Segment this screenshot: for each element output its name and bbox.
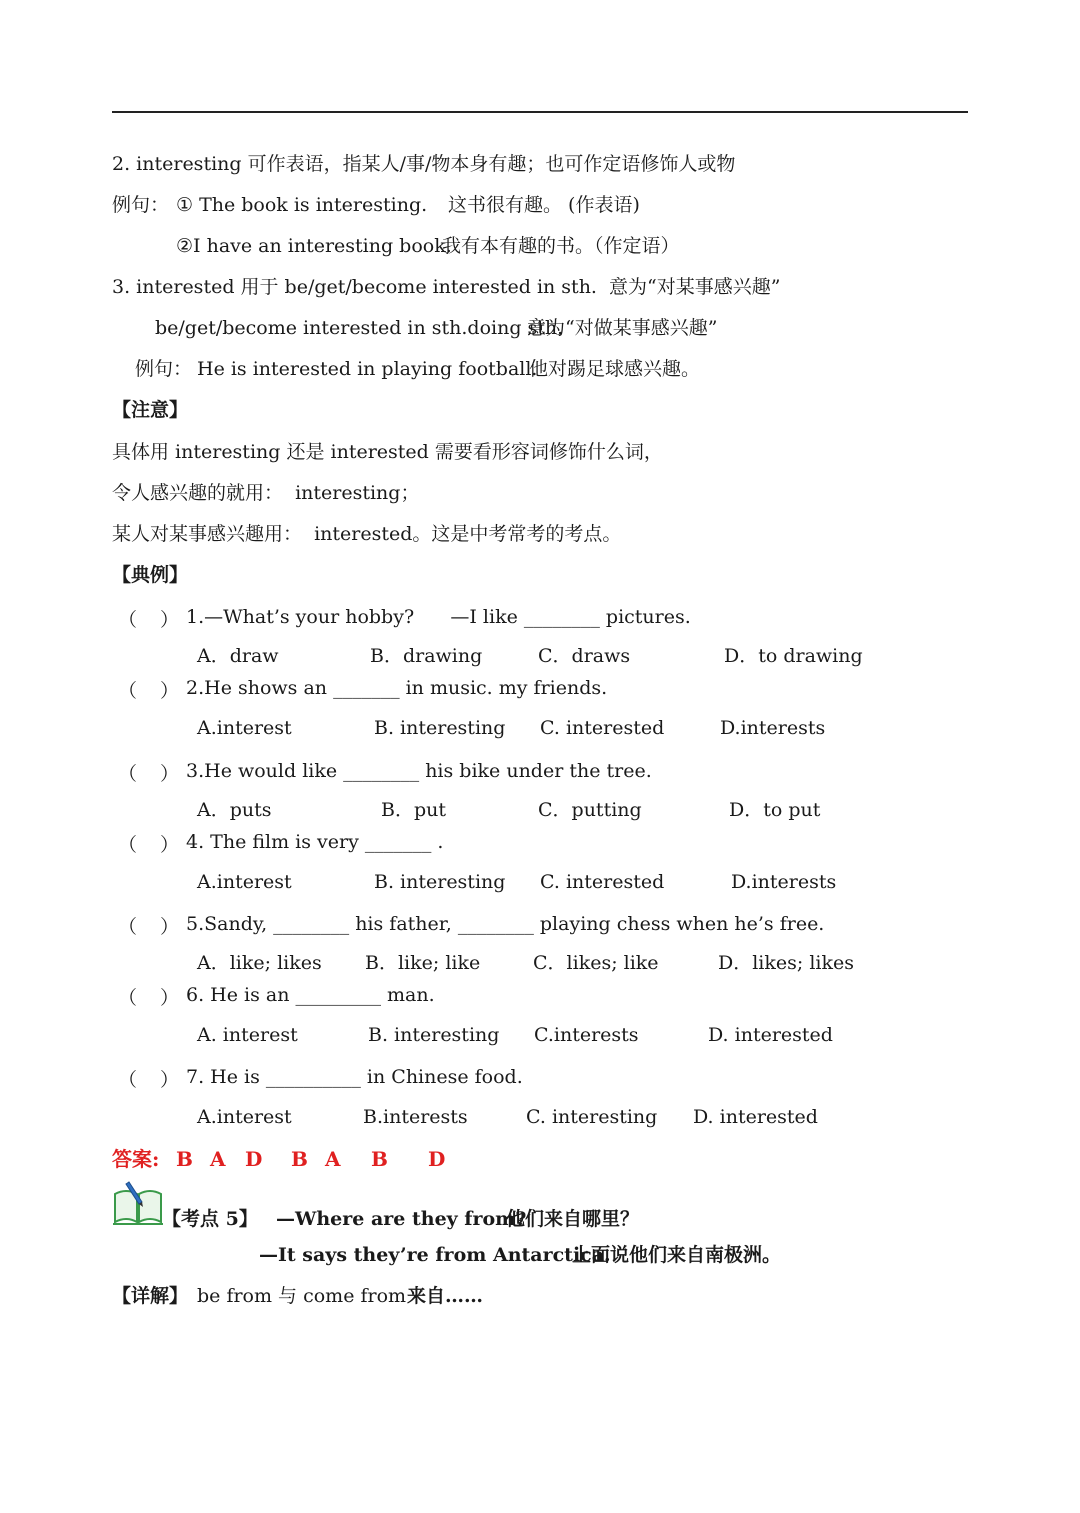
answer-item: B <box>176 1147 193 1171</box>
open-book-icon <box>112 1180 164 1226</box>
question-1-option-d: D．to drawing <box>724 645 863 667</box>
note-line-3: 某人对某事感兴趣用： interested。这是中考常考的考点。 <box>112 523 622 545</box>
section-3-example-chinese: 他对踢足球感兴趣。 <box>529 358 701 380</box>
answer-item: A <box>325 1147 341 1171</box>
kaodian-question-chinese: 他们来自哪里？ <box>506 1208 640 1230</box>
question-2-option-c: C. interested <box>540 717 665 739</box>
question-3-option-c: C．putting <box>538 799 642 821</box>
kaodian-tag: 【考点 5】 <box>162 1208 258 1230</box>
detail-tag: 【详解】 <box>112 1285 189 1307</box>
question-2-option-d: D.interests <box>720 717 826 739</box>
answer-paren-close: ） <box>160 834 180 856</box>
question-3-stem: 3.He would like ________ his bike under the tree. <box>186 760 652 782</box>
question-7-stem: 7. He is __________ in Chinese food. <box>186 1066 523 1088</box>
question-7-option-a: A.interest <box>197 1106 292 1128</box>
answer-paren-close: ） <box>160 763 180 785</box>
question-5-option-a: A．like; likes <box>197 952 322 974</box>
question-5-option-d: D．likes; likes <box>718 952 854 974</box>
question-1-option-c: C．draws <box>538 645 631 667</box>
question-5-option-c: C．likes; like <box>533 952 659 974</box>
question-4-option-b: B. interesting <box>374 871 506 893</box>
section-3-example-prefix: 例句： <box>135 358 193 380</box>
example-1-english: ① The book is interesting. <box>176 194 428 216</box>
section-3-title: 3. interested 用于 be/get/become interested in sth. 意为“对某事感兴趣” <box>112 276 781 298</box>
note-heading: 【注意】 <box>112 399 189 421</box>
answer-item: B <box>371 1147 388 1171</box>
kaodian-answer-chinese: 上面说他们来自南极洲。 <box>572 1244 782 1266</box>
question-4-option-a: A.interest <box>197 871 292 893</box>
detail-meaning: 来自…… <box>407 1285 484 1307</box>
question-5-stem: 5.Sandy, ________ his father, ________ playing chess when he’s free. <box>186 913 825 935</box>
section-3-line-2-chinese: 意为“对做某事感兴趣” <box>527 317 718 339</box>
example-2-chinese: 我有本有趣的书。（作定语） <box>442 235 680 257</box>
example-prefix: 例句： <box>112 194 170 216</box>
question-7-option-c: C. interesting <box>526 1106 658 1128</box>
examples-heading: 【典例】 <box>112 564 189 586</box>
question-1-stem: 1.—What’s your hobby? —I like ________ pictures. <box>186 606 691 628</box>
question-6-stem: 6. He is an _________ man. <box>186 984 435 1006</box>
question-6-option-c: C.interests <box>534 1024 639 1046</box>
section-2-title: 2. interesting 可作表语，指某人/事/物本身有趣；也可作定语修饰人或物 <box>112 153 736 175</box>
answer-paren-open: （ <box>118 609 138 631</box>
answer-paren-open: （ <box>118 680 138 702</box>
answer-item: B <box>291 1147 308 1171</box>
answer-paren-close: ） <box>160 680 180 702</box>
answer-paren-open: （ <box>118 987 138 1009</box>
answer-item: D <box>245 1147 263 1171</box>
question-2-option-b: B. interesting <box>374 717 506 739</box>
section-3-example-english: He is interested in playing football. <box>197 358 538 380</box>
question-2-stem: 2.He shows an _______ in music. my friends. <box>186 677 608 699</box>
question-4-stem: 4. The film is very _______ . <box>186 831 444 853</box>
answer-paren-close: ） <box>160 916 180 938</box>
answer-paren-open: （ <box>118 916 138 938</box>
answer-item: A <box>210 1147 226 1171</box>
header-rule <box>112 111 968 113</box>
question-4-option-c: C. interested <box>540 871 665 893</box>
question-5-option-b: B．like; like <box>365 952 481 974</box>
question-6-option-d: D. interested <box>708 1024 833 1046</box>
note-line-1: 具体用 interesting 还是 interested 需要看形容词修饰什么词， <box>112 441 663 463</box>
detail-text: be from 与 come from <box>197 1285 407 1307</box>
note-line-2: 令人感兴趣的就用： interesting； <box>112 482 420 504</box>
question-2-option-a: A.interest <box>197 717 292 739</box>
question-6-option-a: A. interest <box>197 1024 298 1046</box>
question-4-option-d: D.interests <box>731 871 837 893</box>
answer-paren-close: ） <box>160 1069 180 1091</box>
example-1-chinese: 这书很有趣。 (作表语) <box>448 194 640 216</box>
kaodian-question-english: —Where are they from? <box>276 1208 527 1230</box>
answer-paren-open: （ <box>118 1069 138 1091</box>
question-3-option-a: A．puts <box>197 799 272 821</box>
question-3-option-b: B．put <box>381 799 446 821</box>
section-3-line-2-english: be/get/become interested in sth.doing sth. <box>155 317 564 339</box>
example-2-english: ②I have an interesting book. <box>176 235 452 257</box>
answer-paren-close: ） <box>160 609 180 631</box>
question-3-option-d: D．to put <box>729 799 821 821</box>
question-6-option-b: B. interesting <box>368 1024 500 1046</box>
answer-paren-open: （ <box>118 834 138 856</box>
question-1-option-b: B．drawing <box>370 645 483 667</box>
answer-item: D <box>428 1147 446 1171</box>
question-7-option-b: B.interests <box>363 1106 468 1128</box>
answer-paren-open: （ <box>118 763 138 785</box>
kaodian-answer-english: —It says they’re from Antarctica. <box>259 1244 611 1266</box>
answer-paren-close: ） <box>160 987 180 1009</box>
answers-label: 答案: <box>112 1147 160 1171</box>
question-7-option-d: D. interested <box>693 1106 818 1128</box>
question-1-option-a: A．draw <box>197 645 279 667</box>
